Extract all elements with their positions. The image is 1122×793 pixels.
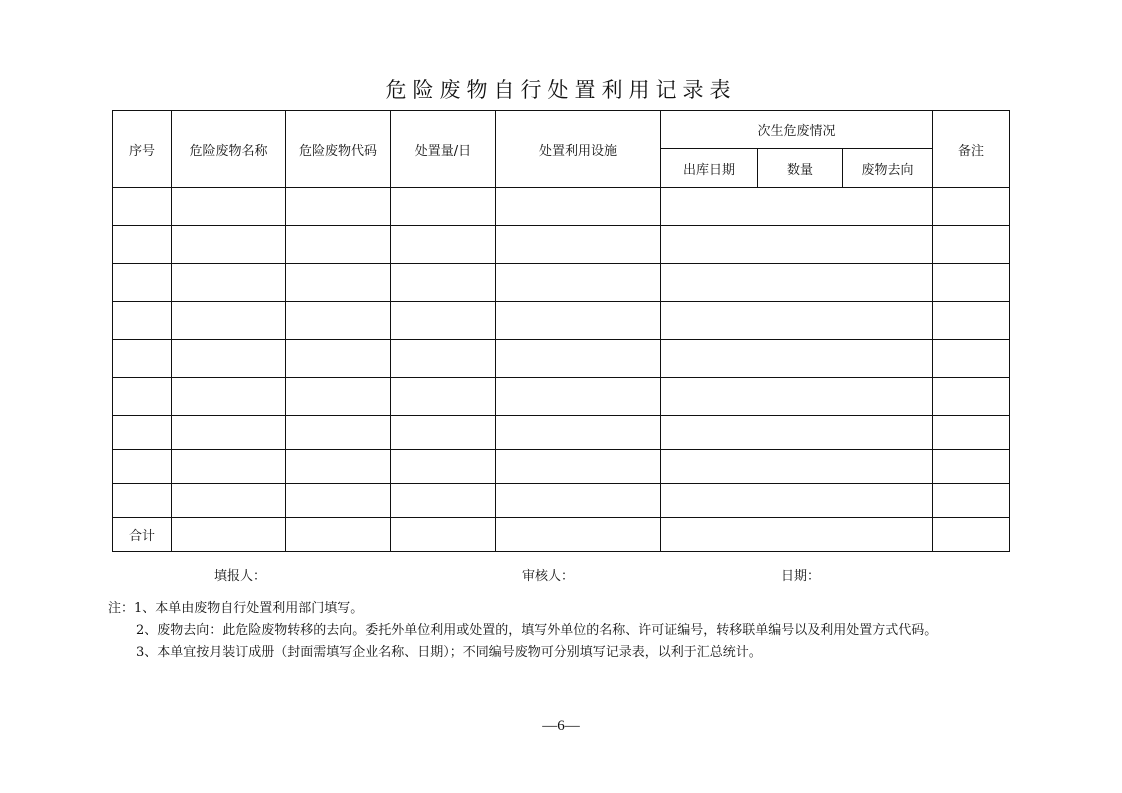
header-waste-name: 危险废物名称 [172,111,286,188]
table-row [113,226,1010,264]
table-row [113,264,1010,302]
disposal-record-table [112,110,1010,552]
page-number: —6— [542,718,580,734]
cell-secondary[interactable] [661,226,933,264]
cell-remarks[interactable] [933,302,1010,340]
total-disposal-qty[interactable] [391,518,496,552]
reviewer-label: 审核人： [522,569,575,584]
header-quantity: 数量 [758,149,843,188]
cell-waste-name[interactable] [172,484,286,518]
cell-seq[interactable] [113,340,172,378]
table-row [113,484,1010,518]
cell-seq[interactable] [113,416,172,450]
cell-facility[interactable] [496,264,661,302]
total-waste-name[interactable] [172,518,286,552]
note-2: 2、废物去向：此危险废物转移的去向。委托外单位利用或处置的，填写外单位的名称、许可证编号，转移联单编号以及利用处置方式代码。 [136,623,938,638]
table-row [113,416,1010,450]
cell-disposal-qty[interactable] [391,416,496,450]
table-row [113,450,1010,484]
cell-disposal-qty[interactable] [391,378,496,416]
header-out-date: 出库日期 [661,149,758,188]
cell-remarks[interactable] [933,226,1010,264]
cell-waste-name[interactable] [172,188,286,226]
cell-waste-code[interactable] [286,226,391,264]
cell-seq[interactable] [113,264,172,302]
cell-remarks[interactable] [933,416,1010,450]
total-label: 合计 [113,518,172,552]
table-row [113,302,1010,340]
note-3: 3、本单宜按月装订成册（封面需填写企业名称、日期）；不同编号废物可分别填写记录表，以利于汇总统计。 [136,645,762,660]
cell-seq[interactable] [113,484,172,518]
cell-facility[interactable] [496,450,661,484]
table-row [113,378,1010,416]
cell-waste-code[interactable] [286,188,391,226]
filler-label: 填报人： [214,569,267,584]
cell-waste-code[interactable] [286,302,391,340]
cell-disposal-qty[interactable] [391,264,496,302]
table-row [113,188,1010,226]
cell-seq[interactable] [113,226,172,264]
cell-facility[interactable] [496,416,661,450]
total-row [113,518,1010,552]
total-waste-code[interactable] [286,518,391,552]
cell-secondary[interactable] [661,188,933,226]
cell-facility[interactable] [496,378,661,416]
cell-waste-code[interactable] [286,450,391,484]
cell-waste-code[interactable] [286,484,391,518]
cell-remarks[interactable] [933,484,1010,518]
cell-secondary[interactable] [661,450,933,484]
header-destination: 废物去向 [843,149,933,188]
header-disposal-qty: 处置量/日 [391,111,496,188]
cell-waste-name[interactable] [172,302,286,340]
cell-waste-name[interactable] [172,264,286,302]
cell-facility[interactable] [496,484,661,518]
cell-facility[interactable] [496,226,661,264]
notes-section [108,598,937,664]
page-title: 危险废物自行处置利用记录表 [385,78,737,102]
cell-remarks[interactable] [933,378,1010,416]
cell-waste-name[interactable] [172,226,286,264]
header-remarks: 备注 [933,111,1010,188]
header-secondary-group: 次生危废情况 [661,111,933,149]
total-remarks[interactable] [933,518,1010,552]
cell-waste-name[interactable] [172,416,286,450]
cell-facility[interactable] [496,340,661,378]
cell-seq[interactable] [113,188,172,226]
cell-secondary[interactable] [661,264,933,302]
cell-waste-code[interactable] [286,340,391,378]
cell-facility[interactable] [496,188,661,226]
cell-seq[interactable] [113,450,172,484]
cell-disposal-qty[interactable] [391,450,496,484]
table-row [113,340,1010,378]
cell-seq[interactable] [113,302,172,340]
cell-remarks[interactable] [933,188,1010,226]
cell-waste-code[interactable] [286,378,391,416]
date-label: 日期： [781,569,821,584]
cell-secondary[interactable] [661,340,933,378]
total-facility[interactable] [496,518,661,552]
cell-waste-name[interactable] [172,340,286,378]
cell-secondary[interactable] [661,484,933,518]
header-facility: 处置利用设施 [496,111,661,188]
cell-disposal-qty[interactable] [391,340,496,378]
cell-waste-code[interactable] [286,416,391,450]
cell-remarks[interactable] [933,264,1010,302]
cell-disposal-qty[interactable] [391,188,496,226]
total-secondary[interactable] [661,518,933,552]
cell-disposal-qty[interactable] [391,484,496,518]
cell-secondary[interactable] [661,302,933,340]
cell-seq[interactable] [113,378,172,416]
cell-disposal-qty[interactable] [391,226,496,264]
cell-remarks[interactable] [933,450,1010,484]
header-seq: 序号 [113,111,172,188]
cell-waste-name[interactable] [172,378,286,416]
cell-facility[interactable] [496,302,661,340]
cell-waste-name[interactable] [172,450,286,484]
cell-secondary[interactable] [661,416,933,450]
header-waste-code: 危险废物代码 [286,111,391,188]
cell-waste-code[interactable] [286,264,391,302]
cell-disposal-qty[interactable] [391,302,496,340]
cell-secondary[interactable] [661,378,933,416]
cell-remarks[interactable] [933,340,1010,378]
note-1: 注：1、本单由废物自行处置利用部门填写。 [108,601,364,616]
